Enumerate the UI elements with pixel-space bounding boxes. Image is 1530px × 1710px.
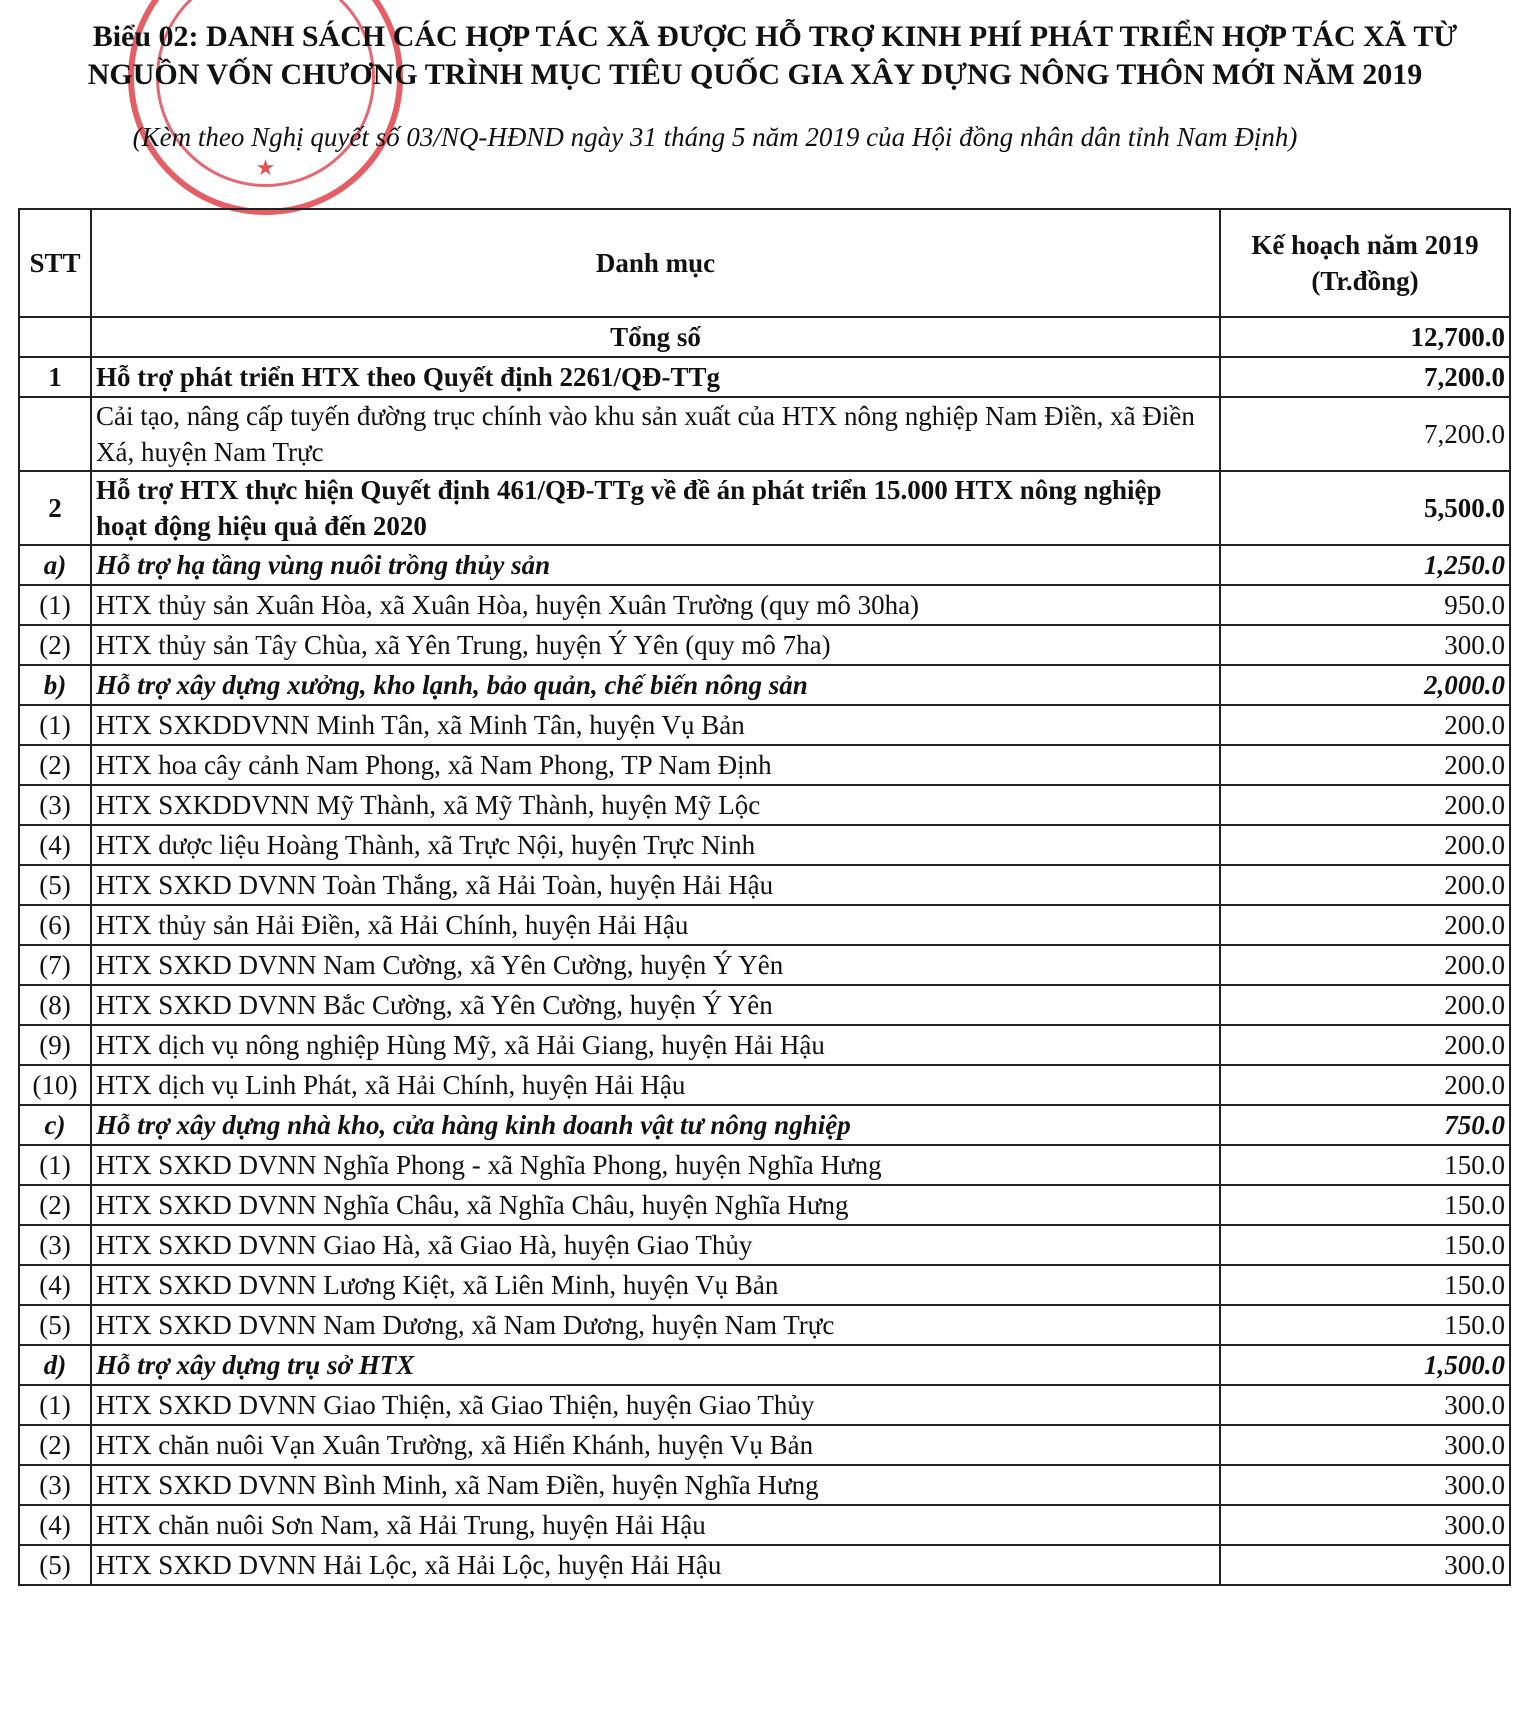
row-value: 200.0: [1220, 905, 1510, 945]
row-name: HTX SXKD DVNN Hải Lộc, xã Hải Lộc, huyện Hải Hậu: [91, 1545, 1220, 1585]
row-stt: [19, 397, 91, 471]
row-name: HTX SXKD DVNN Nghĩa Phong - xã Nghĩa Phong, huyện Nghĩa Hưng: [91, 1145, 1220, 1185]
row-value: 200.0: [1220, 1025, 1510, 1065]
row-value: 150.0: [1220, 1265, 1510, 1305]
table-row: [19, 705, 1510, 745]
row-value: 200.0: [1220, 865, 1510, 905]
row-stt: 1: [19, 357, 91, 397]
row-stt: (3): [19, 1225, 91, 1265]
row-name: Hỗ trợ phát triển HTX theo Quyết định 2261/QĐ-TTg: [91, 357, 1220, 397]
row-name: HTX SXKD DVNN Bắc Cường, xã Yên Cường, huyện Ý Yên: [91, 985, 1220, 1025]
table-row: [19, 1385, 1510, 1425]
row-value: 1,250.0: [1220, 545, 1510, 585]
row-stt: (3): [19, 785, 91, 825]
row-name: HTX thủy sản Xuân Hòa, xã Xuân Hòa, huyện Xuân Trường (quy mô 30ha): [91, 585, 1220, 625]
table-body: [19, 317, 1510, 1585]
header-stt: STT: [19, 209, 91, 317]
row-stt: (10): [19, 1065, 91, 1105]
row-value: 300.0: [1220, 1505, 1510, 1545]
row-stt: (6): [19, 905, 91, 945]
cooperatives-funding-table: [18, 208, 1511, 1586]
row-stt: (1): [19, 585, 91, 625]
row-stt: b): [19, 665, 91, 705]
row-name: Tổng số: [91, 317, 1220, 357]
row-value: 12,700.0: [1220, 317, 1510, 357]
table-row: [19, 945, 1510, 985]
row-name: HTX SXKD DVNN Nghĩa Châu, xã Nghĩa Châu, huyện Nghĩa Hưng: [91, 1185, 1220, 1225]
table-row: [19, 1145, 1510, 1185]
row-value: 200.0: [1220, 825, 1510, 865]
row-value: 200.0: [1220, 1065, 1510, 1105]
row-stt: (4): [19, 1265, 91, 1305]
row-name: HTX hoa cây cảnh Nam Phong, xã Nam Phong, TP Nam Định: [91, 745, 1220, 785]
row-value: 300.0: [1220, 1425, 1510, 1465]
row-name: Hỗ trợ xây dựng xưởng, kho lạnh, bảo quản, chế biến nông sản: [91, 665, 1220, 705]
table-row: [19, 865, 1510, 905]
table-row: [19, 471, 1510, 545]
table-row: [19, 785, 1510, 825]
row-stt: (5): [19, 865, 91, 905]
row-stt: (4): [19, 825, 91, 865]
table-row: [19, 397, 1510, 471]
table-row: [19, 625, 1510, 665]
table-row: [19, 1265, 1510, 1305]
table-row: [19, 1185, 1510, 1225]
row-stt: d): [19, 1345, 91, 1385]
row-name: HTX SXKD DVNN Lương Kiệt, xã Liên Minh, huyện Vụ Bản: [91, 1265, 1220, 1305]
row-stt: (5): [19, 1305, 91, 1345]
row-stt: (5): [19, 1545, 91, 1585]
row-stt: (1): [19, 1145, 91, 1185]
table-header-row: [19, 209, 1510, 317]
row-name: Cải tạo, nâng cấp tuyến đường trục chính vào khu sản xuất của HTX nông nghiệp Nam Điền, xã Điền Xá, huyện Nam Trực: [91, 397, 1220, 471]
row-value: 7,200.0: [1220, 357, 1510, 397]
row-value: 200.0: [1220, 745, 1510, 785]
table-row: [19, 1465, 1510, 1505]
row-stt: (1): [19, 1385, 91, 1425]
row-value: 150.0: [1220, 1185, 1510, 1225]
table-row: [19, 985, 1510, 1025]
table-row: [19, 1065, 1510, 1105]
row-stt: (9): [19, 1025, 91, 1065]
row-stt: (3): [19, 1465, 91, 1505]
row-value: 5,500.0: [1220, 471, 1510, 545]
row-name: HTX SXKD DVNN Bình Minh, xã Nam Điền, huyện Nghĩa Hưng: [91, 1465, 1220, 1505]
row-name: HTX thủy sản Tây Chùa, xã Yên Trung, huyện Ý Yên (quy mô 7ha): [91, 625, 1220, 665]
row-value: 300.0: [1220, 1465, 1510, 1505]
row-value: 300.0: [1220, 625, 1510, 665]
table-row: [19, 1545, 1510, 1585]
row-stt: (4): [19, 1505, 91, 1545]
row-name: HTX dịch vụ Linh Phát, xã Hải Chính, huyện Hải Hậu: [91, 1065, 1220, 1105]
row-name: HTX chăn nuôi Sơn Nam, xã Hải Trung, huyện Hải Hậu: [91, 1505, 1220, 1545]
table-row: [19, 665, 1510, 705]
row-value: 200.0: [1220, 705, 1510, 745]
table-row: [19, 545, 1510, 585]
row-name: Hỗ trợ xây dựng trụ sở HTX: [91, 1345, 1220, 1385]
header-value-line-1: Kế hoạch năm 2019: [1251, 230, 1479, 260]
table-row: [19, 357, 1510, 397]
row-name: HTX dược liệu Hoàng Thành, xã Trực Nội, huyện Trực Ninh: [91, 825, 1220, 865]
table-row: [19, 317, 1510, 357]
document-subtitle: (Kèm theo Nghị quyết số 03/NQ-HĐND ngày 31 tháng 5 năm 2019 của Hội đồng nhân dân tỉnh Nam Định): [132, 122, 1298, 152]
row-stt: a): [19, 545, 91, 585]
row-value: 150.0: [1220, 1225, 1510, 1265]
row-name: Hỗ trợ hạ tầng vùng nuôi trồng thủy sản: [91, 545, 1220, 585]
row-stt: (7): [19, 945, 91, 985]
row-name: Hỗ trợ HTX thực hiện Quyết định 461/QĐ-TTg về đề án phát triển 15.000 HTX nông nghiệp hoạt động hiệu quả đến 2020: [91, 471, 1220, 545]
row-name: HTX SXKD DVNN Toàn Thắng, xã Hải Toàn, huyện Hải Hậu: [91, 865, 1220, 905]
row-name: HTX SXKDDVNN Mỹ Thành, xã Mỹ Thành, huyện Mỹ Lộc: [91, 785, 1220, 825]
row-value: 200.0: [1220, 945, 1510, 985]
document-title-line-2: NGUỒN VỐN CHƯƠNG TRÌNH MỤC TIÊU QUỐC GIA XÂY DỰNG NÔNG THÔN MỚI NĂM 2019: [87, 58, 1423, 91]
row-value: 300.0: [1220, 1545, 1510, 1585]
row-value: 7,200.0: [1220, 397, 1510, 471]
row-value: 150.0: [1220, 1305, 1510, 1345]
table-row: [19, 905, 1510, 945]
row-stt: (1): [19, 705, 91, 745]
row-stt: 2: [19, 471, 91, 545]
row-stt: [19, 317, 91, 357]
row-name: HTX SXKD DVNN Nam Dương, xã Nam Dương, huyện Nam Trực: [91, 1305, 1220, 1345]
header-name: Danh mục: [91, 209, 1220, 317]
row-value: 150.0: [1220, 1145, 1510, 1185]
document-title-line-1: Biểu 02: DANH SÁCH CÁC HỢP TÁC XÃ ĐƯỢC HỖ TRỢ KINH PHÍ PHÁT TRIỂN HỢP TÁC XÃ TỪ: [92, 20, 1458, 53]
table-row: [19, 585, 1510, 625]
row-stt: (2): [19, 1425, 91, 1465]
row-value: 950.0: [1220, 585, 1510, 625]
table-row: [19, 1105, 1510, 1145]
table-row: [19, 1225, 1510, 1265]
row-name: HTX SXKD DVNN Giao Thiện, xã Giao Thiện, huyện Giao Thủy: [91, 1385, 1220, 1425]
row-value: 1,500.0: [1220, 1345, 1510, 1385]
row-value: 200.0: [1220, 985, 1510, 1025]
row-stt: (8): [19, 985, 91, 1025]
row-value: 200.0: [1220, 785, 1510, 825]
row-name: HTX SXKD DVNN Giao Hà, xã Giao Hà, huyện Giao Thủy: [91, 1225, 1220, 1265]
table-row: [19, 1025, 1510, 1065]
row-value: 2,000.0: [1220, 665, 1510, 705]
table-row: [19, 745, 1510, 785]
table-row: [19, 1505, 1510, 1545]
header-value: [1220, 209, 1510, 317]
row-name: HTX SXKDDVNN Minh Tân, xã Minh Tân, huyện Vụ Bản: [91, 705, 1220, 745]
row-stt: (2): [19, 1185, 91, 1225]
header-value-line-2: (Tr.đồng): [1311, 266, 1419, 296]
row-name: HTX dịch vụ nông nghiệp Hùng Mỹ, xã Hải Giang, huyện Hải Hậu: [91, 1025, 1220, 1065]
table-row: [19, 1305, 1510, 1345]
row-name: HTX SXKD DVNN Nam Cường, xã Yên Cường, huyện Ý Yên: [91, 945, 1220, 985]
row-name: Hỗ trợ xây dựng nhà kho, cửa hàng kinh doanh vật tư nông nghiệp: [91, 1105, 1220, 1145]
row-stt: (2): [19, 625, 91, 665]
row-value: 300.0: [1220, 1385, 1510, 1425]
table-row: [19, 825, 1510, 865]
row-value: 750.0: [1220, 1105, 1510, 1145]
table-row: [19, 1345, 1510, 1385]
row-name: HTX chăn nuôi Vạn Xuân Trường, xã Hiển Khánh, huyện Vụ Bản: [91, 1425, 1220, 1465]
row-stt: c): [19, 1105, 91, 1145]
table-row: [19, 1425, 1510, 1465]
row-name: HTX thủy sản Hải Điền, xã Hải Chính, huyện Hải Hậu: [91, 905, 1220, 945]
row-stt: (2): [19, 745, 91, 785]
